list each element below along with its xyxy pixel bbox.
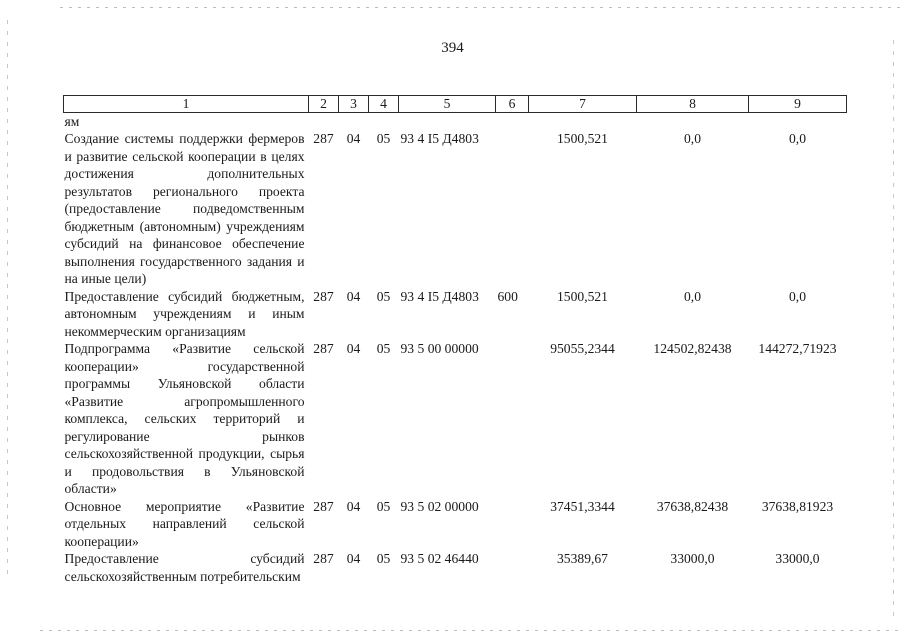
cell-csr: 93 5 02 00000 bbox=[400, 498, 479, 514]
cell-pr bbox=[369, 113, 399, 131]
cell-year3: 37638,81923 bbox=[761, 498, 834, 514]
column-header-5: 5 bbox=[399, 96, 496, 113]
cell-rz: 04 bbox=[346, 498, 361, 514]
cell-rz: 04 bbox=[346, 341, 361, 356]
cell-year3: 0,0 bbox=[789, 288, 806, 304]
scan-edge-left bbox=[7, 20, 8, 580]
row-name: ям bbox=[64, 114, 80, 129]
budget-table bbox=[63, 95, 847, 585]
table-row bbox=[64, 498, 847, 551]
table-row bbox=[64, 113, 847, 131]
scan-edge-top bbox=[60, 7, 900, 8]
table-header-row bbox=[64, 96, 847, 113]
cell-year1: 95055,2344 bbox=[550, 341, 615, 356]
row-name: Предоставление субсидий сельскохозяйственным потребительским bbox=[64, 551, 305, 584]
column-header-8: 8 bbox=[637, 96, 749, 113]
table-row bbox=[64, 550, 847, 585]
scan-edge-bottom bbox=[40, 630, 900, 631]
column-header-7: 7 bbox=[529, 96, 637, 113]
cell-rz: 04 bbox=[346, 551, 361, 566]
cell-pr: 05 bbox=[376, 341, 391, 356]
cell-rz: 04 bbox=[346, 288, 361, 304]
cell-vr bbox=[496, 550, 529, 585]
page-number: 394 bbox=[441, 40, 464, 56]
cell-pr: 05 bbox=[376, 551, 391, 566]
cell-year2 bbox=[637, 113, 749, 131]
scan-edge-right bbox=[893, 40, 894, 620]
cell-gp: 287 bbox=[313, 498, 334, 514]
column-header-1: 1 bbox=[64, 96, 309, 113]
cell-year3: 144272,71923 bbox=[758, 341, 837, 356]
cell-year2: 0,0 bbox=[684, 288, 701, 304]
cell-year1: 37451,3344 bbox=[550, 498, 615, 514]
column-header-6: 6 bbox=[496, 96, 529, 113]
column-header-2: 2 bbox=[309, 96, 339, 113]
cell-gp: 287 bbox=[313, 288, 334, 304]
cell-csr: 93 5 00 00000 bbox=[400, 341, 479, 356]
cell-csr: 93 4 I5 Д4803 bbox=[400, 131, 479, 146]
cell-year3: 33000,0 bbox=[775, 551, 820, 566]
row-name: Создание системы поддержки фермеров и развитие сельской кооперации в целях достижения дополнительных результатов регионального проекта (предоставление подведомственным бюджетным (автономным) учреждениям субсидий на финансовое обеспечение выполнения государственного задания и на иные цели) bbox=[64, 131, 305, 286]
cell-year2: 37638,82438 bbox=[656, 498, 729, 514]
cell-pr: 05 bbox=[376, 498, 391, 514]
column-header-3: 3 bbox=[339, 96, 369, 113]
cell-pr: 05 bbox=[376, 288, 391, 304]
cell-csr: 93 5 02 46440 bbox=[400, 551, 479, 566]
row-name: Подпрограмма «Развитие сельской кооперации» государственной программы Ульяновской области «Развитие агропромышленного комплекса, сельских территорий и регулирование рынков сельскохозяйственной продукции, сырья и продовольствия в Ульяновской области» bbox=[64, 341, 305, 496]
cell-year2: 0,0 bbox=[684, 131, 701, 146]
cell-year2: 33000,0 bbox=[670, 551, 715, 566]
cell-vr bbox=[496, 130, 529, 288]
cell-rz bbox=[339, 113, 369, 131]
cell-gp: 287 bbox=[313, 131, 334, 146]
column-header-9: 9 bbox=[749, 96, 847, 113]
row-name: Предоставление субсидий бюджетным, автономным учреждениям и иным некоммерческим организациям bbox=[64, 288, 305, 339]
cell-year1: 1500,521 bbox=[557, 131, 608, 146]
table-row bbox=[64, 288, 847, 341]
cell-year1: 1500,521 bbox=[557, 288, 608, 304]
row-name: Основное мероприятие «Развитие отдельных направлений сельской кооперации» bbox=[64, 498, 305, 549]
cell-year1 bbox=[529, 113, 637, 131]
column-header-4: 4 bbox=[369, 96, 399, 113]
table-row bbox=[64, 340, 847, 498]
cell-csr bbox=[399, 113, 496, 131]
cell-vr: 600 bbox=[497, 288, 518, 304]
cell-year3: 0,0 bbox=[789, 131, 806, 146]
cell-vr bbox=[496, 340, 529, 498]
cell-gp: 287 bbox=[313, 551, 334, 566]
table-row bbox=[64, 130, 847, 288]
cell-year3 bbox=[749, 113, 847, 131]
cell-gp bbox=[309, 113, 339, 131]
cell-year2: 124502,82438 bbox=[653, 341, 732, 356]
cell-pr: 05 bbox=[376, 131, 391, 146]
cell-csr: 93 4 I5 Д4803 bbox=[400, 288, 479, 304]
cell-gp: 287 bbox=[313, 341, 334, 356]
cell-vr bbox=[496, 498, 529, 551]
cell-vr bbox=[496, 113, 529, 131]
cell-year1: 35389,67 bbox=[557, 551, 608, 566]
cell-rz: 04 bbox=[346, 131, 361, 146]
